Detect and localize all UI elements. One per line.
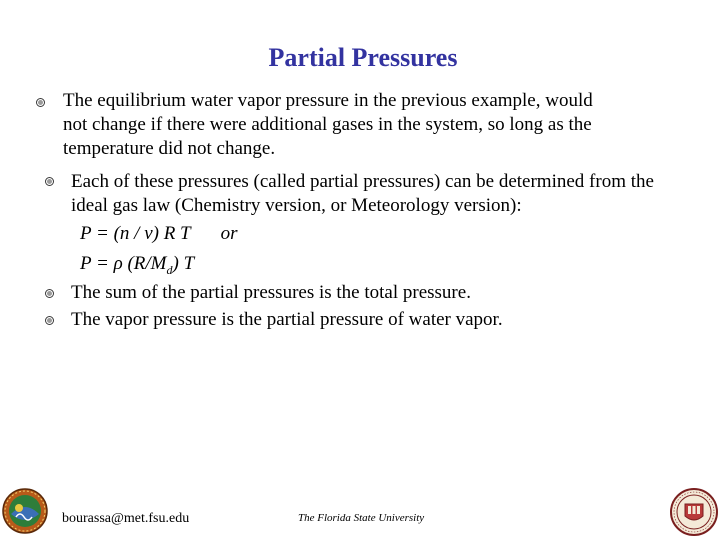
equation-2-subscript: d	[166, 262, 173, 277]
footer-email: bourassa@met.fsu.edu	[62, 511, 190, 526]
equation-1-text: P = (n / v) R T	[80, 223, 191, 244]
footer-university: The Florida State University	[298, 512, 425, 524]
bullet-marker-4	[45, 316, 54, 325]
bullet-marker-1	[36, 98, 45, 107]
equation-2-suffix: ) T	[172, 253, 195, 274]
bullet-2-line-2: ideal gas law (Chemistry version, or Meteorology version):	[71, 195, 522, 216]
fsu-seal-icon	[670, 488, 718, 536]
bullet-4-text	[71, 308, 503, 332]
bullet-marker-3	[45, 289, 54, 298]
bullet-2-text	[71, 170, 654, 218]
bullet-2-line-1: Each of these pressures (called partial pressures) can be determined from the	[71, 171, 654, 192]
equation-2-mid: (R/M	[122, 253, 167, 274]
bullet-1-text	[63, 89, 593, 161]
slide-title: Partial Pressures	[268, 43, 458, 72]
rho-symbol: ρ	[113, 253, 123, 274]
bullet-3-line-1: The sum of the partial pressures is the total pressure.	[71, 282, 471, 303]
meteorology-department-logo-icon	[2, 488, 48, 534]
bullet-marker-2	[45, 177, 54, 186]
equation-meteorology	[80, 252, 194, 282]
bullet-1-line-2: not change if there were additional gases in the system, so long as the	[63, 114, 592, 135]
bullet-3-text	[71, 281, 471, 305]
bullet-1-line-1: The equilibrium water vapor pressure in the previous example, would	[63, 90, 593, 111]
bullet-1-line-3: temperature did not change.	[63, 138, 276, 159]
equation-2-prefix: P =	[80, 253, 114, 274]
equation-or: or	[220, 223, 238, 244]
equation-chemistry	[80, 222, 238, 246]
bullet-4-line-1: The vapor pressure is the partial pressure of water vapor.	[71, 309, 503, 330]
